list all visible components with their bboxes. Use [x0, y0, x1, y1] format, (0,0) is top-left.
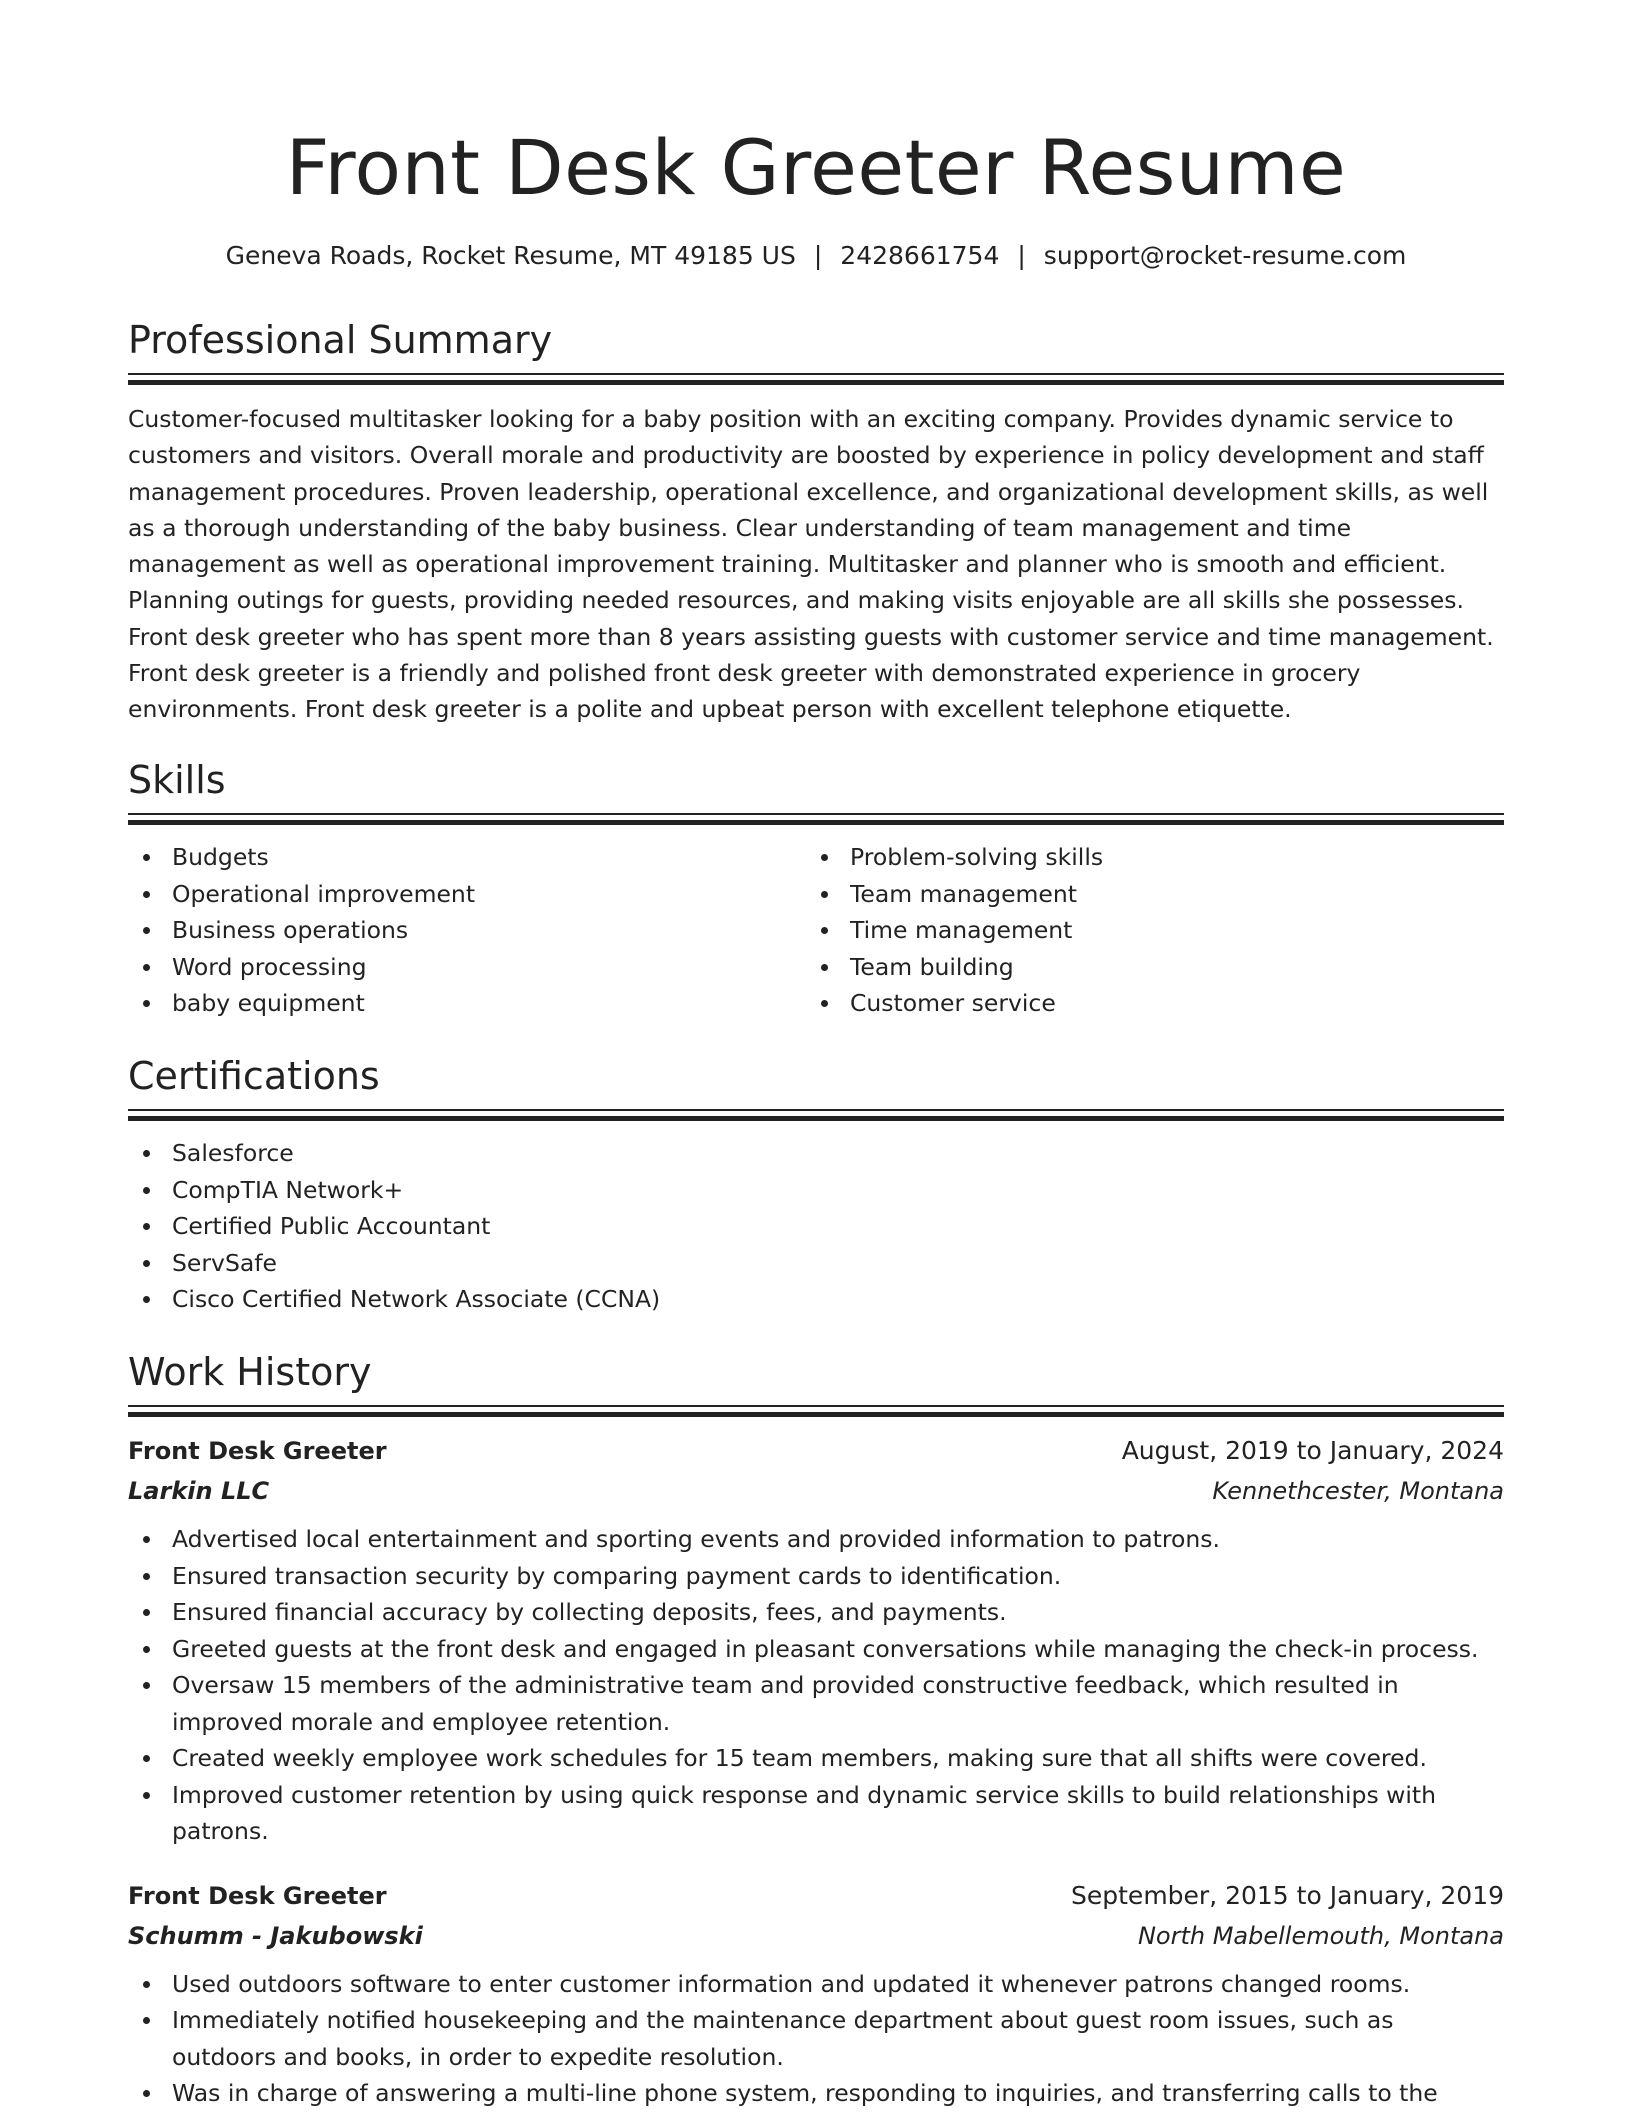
job-dates: September, 2015 to January, 2019	[1071, 1880, 1504, 1910]
skills-section	[128, 755, 1504, 1022]
certification-item: Certified Public Accountant	[128, 1208, 1504, 1245]
section-heading: Work History	[128, 1350, 372, 1394]
certification-item: Salesforce	[128, 1135, 1504, 1172]
certification-item: CompTIA Network+	[128, 1172, 1504, 1209]
work-history-section	[128, 1347, 1504, 2112]
resume-title: Front Desk Greeter Resume	[285, 123, 1347, 212]
skills-column-right	[806, 839, 1484, 1022]
job-dates: August, 2019 to January, 2024	[1121, 1436, 1504, 1465]
skill-item: Team management	[806, 876, 1484, 913]
skill-item: Time management	[806, 912, 1484, 949]
job-bullet: Was in charge of answering a multi-line phone system, responding to inquiries, and transferring calls to the	[128, 2075, 1504, 2112]
contact-phone: 2428661754	[840, 241, 1000, 270]
job-header-row	[128, 1876, 1504, 1916]
contact-separator: |	[813, 241, 823, 270]
skill-item: Team building	[806, 949, 1484, 986]
skill-item: Budgets	[128, 839, 806, 876]
skill-item: Operational improvement	[128, 876, 806, 913]
job-company-row	[128, 1471, 1504, 1511]
job-bullet: Oversaw 15 members of the administrative team and provided constructive feedback, which resulted in improved morale and employee retention.	[128, 1667, 1504, 1740]
skill-item: Word processing	[128, 949, 806, 986]
section-divider	[128, 1405, 1504, 1417]
section-divider	[128, 1109, 1504, 1121]
skill-item: baby equipment	[128, 985, 806, 1022]
job-bullet: Immediately notified housekeeping and the maintenance department about guest room issues, such as outdoors and books, in order to expedite resolution.	[128, 2002, 1504, 2075]
section-heading: Professional Summary	[128, 318, 553, 362]
certifications-section	[128, 1051, 1504, 1318]
job-entry	[128, 1876, 1504, 2112]
job-header-row	[128, 1431, 1504, 1471]
job-title: Front Desk Greeter	[128, 1437, 387, 1465]
job-company-row	[128, 1916, 1504, 1956]
job-bullet-list	[128, 1521, 1504, 1850]
skill-item: Problem-solving skills	[806, 839, 1484, 876]
job-company: Schumm - Jakubowski	[128, 1921, 423, 1950]
job-bullet: Ensured transaction security by comparing payment cards to identification.	[128, 1558, 1504, 1595]
section-divider	[128, 813, 1504, 825]
job-bullet: Created weekly employee work schedules for 15 team members, making sure that all shifts were covered.	[128, 1740, 1504, 1777]
job-bullet-list	[128, 1966, 1504, 2112]
job-bullet: Greeted guests at the front desk and engaged in pleasant conversations while managing the check-in process.	[128, 1631, 1504, 1668]
job-bullet: Improved customer retention by using quick response and dynamic service skills to build relationships with patrons.	[128, 1777, 1504, 1850]
contact-address: Geneva Roads, Rocket Resume, MT 49185 US	[225, 241, 796, 270]
certifications-list	[128, 1135, 1504, 1318]
job-company: Larkin LLC	[128, 1477, 270, 1505]
skills-column-left	[128, 839, 806, 1022]
certification-item: Cisco Certified Network Associate (CCNA)	[128, 1281, 1504, 1318]
job-title: Front Desk Greeter	[128, 1881, 387, 1910]
contact-separator: |	[1017, 241, 1026, 270]
professional-summary-section	[128, 315, 1504, 728]
job-entry	[128, 1431, 1504, 1850]
contact-line	[128, 236, 1504, 276]
section-heading: Certifications	[128, 1054, 380, 1098]
contact-email: support@rocket-resume.com	[1043, 241, 1407, 270]
skills-grid	[128, 839, 1504, 1022]
job-location: North Mabellemouth, Montana	[1137, 1921, 1504, 1950]
section-divider	[128, 373, 1504, 385]
job-bullet: Ensured financial accuracy by collecting deposits, fees, and payments.	[128, 1594, 1504, 1631]
job-location: Kennethcester, Montana	[1212, 1477, 1504, 1505]
skill-item: Customer service	[806, 985, 1484, 1022]
job-bullet: Advertised local entertainment and sporting events and provided information to patrons.	[128, 1521, 1504, 1558]
skill-item: Business operations	[128, 912, 806, 949]
summary-text: Customer-focused multitasker looking for a baby position with an exciting company. Provides dynamic service to customers and visitors. Overall morale and productivity are boosted by experience in policy development and staff management procedures. Proven leadership, operational excellence, and organizational development skills, as well as a thorough understanding of the baby business. Clear understanding of team management and time management as well as operational improvement training. Multitasker and planner who is smooth and efficient. Planning outings for guests, providing needed resources, and making visits enjoyable are all skills she possesses. Front desk greeter who has spent more than 8 years assisting guests with customer service and time management. Front desk greeter is a friendly and polished front desk greeter with demonstrated experience in grocery environments. Front desk greeter is a polite and upbeat person with excellent telephone etiquette.	[128, 405, 1494, 724]
certification-item: ServSafe	[128, 1245, 1504, 1282]
section-heading: Skills	[128, 758, 226, 802]
job-bullet: Used outdoors software to enter customer information and updated it whenever patrons changed rooms.	[128, 1966, 1504, 2003]
